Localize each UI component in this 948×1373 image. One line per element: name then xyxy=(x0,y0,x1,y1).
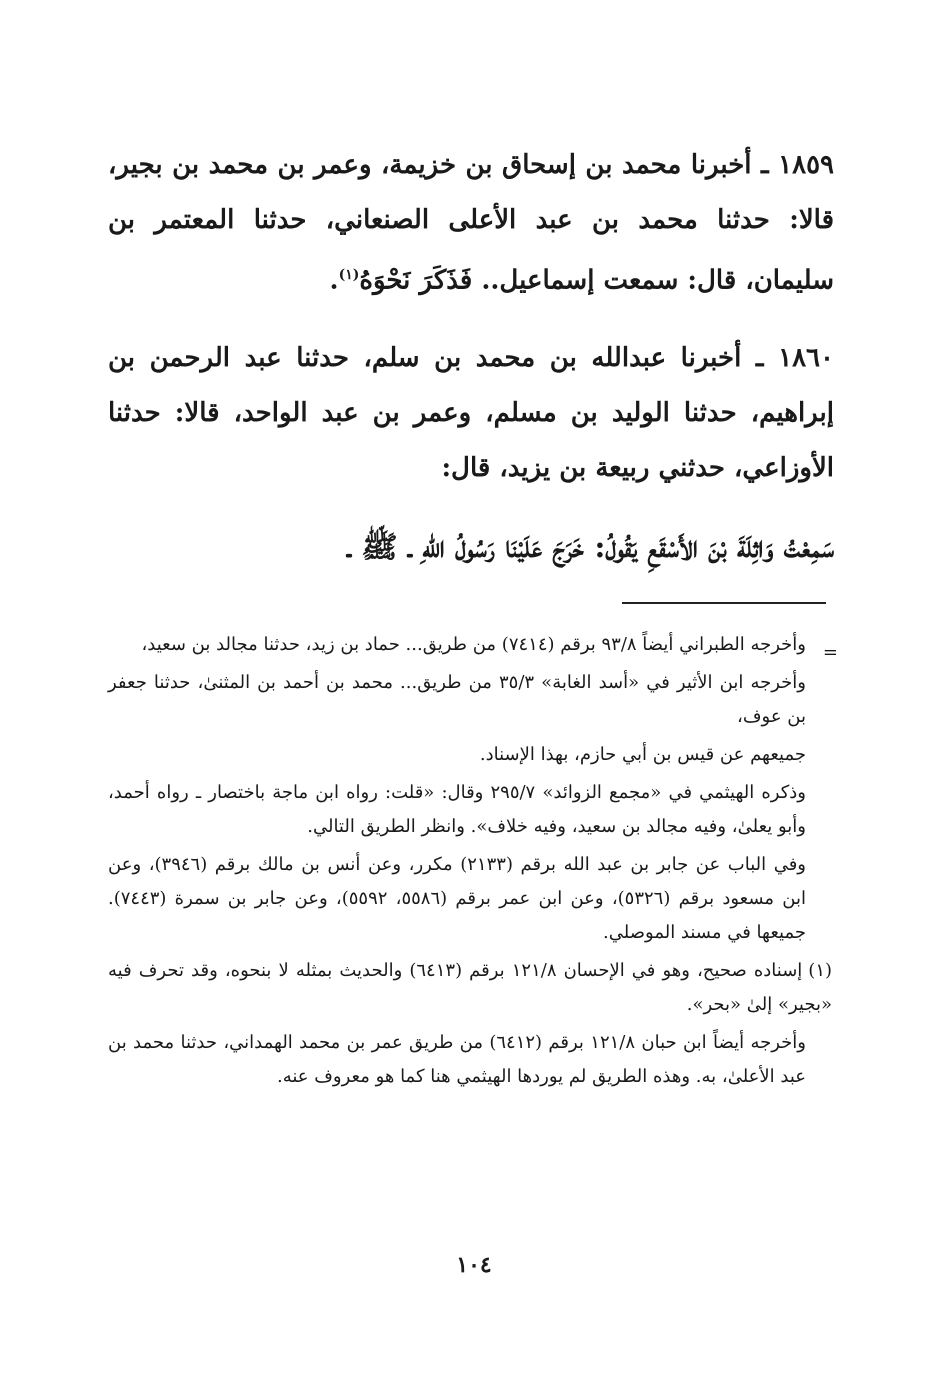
footnote-1 xyxy=(108,954,832,1022)
footnotes xyxy=(108,628,838,1098)
footnote-line: وفي الباب عن جابر بن عبد الله برقم (٢١٣٣) مكرر، وعن أنس بن مالك برقم (٣٩٤٦)، وعن ابن مسعود برقم (٥٣٢٦)، وعن ابن عمر برقم (٥٥٨٦، ٥٥٩٢)، وعن جابر بن سمرة (٧٤٤٣). جميعها في مسند الموصلي. xyxy=(108,854,807,943)
continuation-mark: = xyxy=(822,642,838,663)
footnote-line: وأخرجه ابن الأثير في «أسد الغابة» ٣٥/٣ من طريق... محمد بن أحمد بن المثنىٰ، حدثنا جعفر بن عوف، xyxy=(108,672,806,727)
entry-number: ١٨٦٠ xyxy=(778,342,834,373)
footnote-line: وذكره الهيثمي في «مجمع الزوائد» ٢٩٥/٧ وقال: «قلت: رواه ابن ماجة باختصار ـ رواه أحمد، وأبو يعلىٰ، وفيه مجالد بن سعيد، وفيه خلاف». وانظر الطريق التالي. xyxy=(108,782,806,837)
footnote-line: وأخرجه الطبراني أيضاً ٩٣/٨ برقم (٧٤١٤) من طريق... حماد بن زيد، حدثنا مجالد بن سعيد، xyxy=(141,634,806,655)
footnote-line: جميعهم عن قيس بن أبي حازم، بهذا الإسناد. xyxy=(479,744,806,765)
hadith-entry-1860 xyxy=(108,331,834,496)
page-number: ١٠٤ xyxy=(456,1252,492,1278)
entry-text: ـ أخبرنا عبدالله بن محمد بن سلم، حدثنا عبد الرحمن بن إبراهيم، حدثنا الوليد بن مسلم، وعمر بن عبد الواحد، قالا: حدثنا الأوزاعي، حدثني ربيعة بن يزيد، قال: xyxy=(108,342,834,483)
entry-end: . xyxy=(329,265,339,296)
footnote-divider xyxy=(622,602,826,604)
entry-text: ـ أخبرنا محمد بن إسحاق بن خزيمة، وعمر بن محمد بن بجير، قالا: حدثنا محمد بن عبد الأعلى الصنعاني، حدثنا المعتمر بن سليمان، قال: سمعت إسماعيل.. فَذَكَرَ نَحْوَهُ xyxy=(108,150,834,296)
footnote-ref[interactable]: (١) xyxy=(338,267,360,283)
footnote-marker: (١) xyxy=(808,960,833,981)
hadith-text: سَمِعْتُ وَاثِلَةَ بْنَ الأَسْقَعِ يَقُولُ: خَرَجَ عَلَيْنَا رَسُولُ اللهِ ـ ﷺ ـ xyxy=(347,529,834,565)
main-text xyxy=(108,138,834,578)
entry-number: ١٨٥٩ xyxy=(778,150,834,180)
footnote-line: وأخرجه أيضاً ابن حبان ١٢١/٨ برقم (٦٤١٢) من طريق عمر بن محمد الهمداني، حدثنا محمد بن عبد الأعلىٰ، به. وهذه الطريق لم يوردها الهيثمي هنا كما هو معروف عنه. xyxy=(108,1032,806,1087)
hadith-entry-1859 xyxy=(108,138,834,309)
footnote-text: إسناده صحيح، وهو في الإحسان ١٢١/٨ برقم (٦٤١٣) والحديث بمثله لا بنحوه، وقد تحرف فيه «بجير» إلىٰ «بحر». xyxy=(108,960,832,1015)
